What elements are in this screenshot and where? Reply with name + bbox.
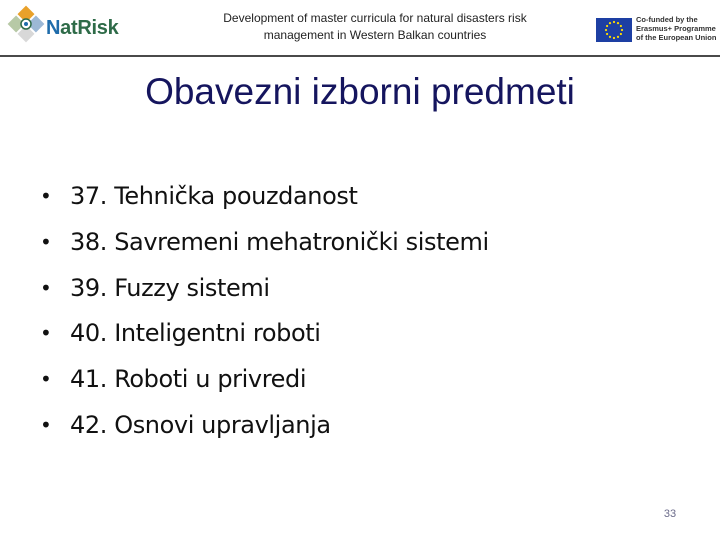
bullet-icon: • (40, 321, 52, 346)
erasmus-cofunding-label: Co-funded by the Erasmus+ Programme of the European Union (636, 15, 717, 42)
slide-title: Obavezni izborni predmeti (145, 71, 575, 112)
list-item-text: 39. Fuzzy sistemi (70, 273, 270, 302)
slide-header (0, 0, 720, 56)
eu-flag-icon (596, 18, 632, 42)
bullet-icon: • (40, 184, 52, 208)
bullet-icon: • (40, 229, 52, 254)
list-item-text: 42. Osnovi upravljanja (70, 410, 331, 439)
project-title-line-1: Development of master curricula for natural disasters risk (223, 11, 527, 25)
list-item-text: 37. Tehnička pouzdanost (70, 182, 358, 210)
bullet-icon: • (40, 275, 52, 300)
list-item-text: 40. Inteligentni roboti (70, 319, 321, 348)
list-item-text: 41. Roboti u privredi (70, 365, 307, 394)
project-title (170, 10, 580, 44)
bullet-icon: • (40, 367, 52, 392)
list-item-text: 38. Savremeni mehatronički sistemi (70, 227, 489, 256)
natrisk-emblem-icon (6, 4, 46, 44)
bullet-icon: • (40, 412, 52, 437)
header-divider (0, 55, 720, 57)
natrisk-logo (6, 4, 119, 44)
natrisk-wordmark: NatRisk (46, 17, 119, 39)
project-title-line-2: management in Western Balkan countries (263, 28, 487, 42)
page-number: 33 (663, 508, 677, 520)
